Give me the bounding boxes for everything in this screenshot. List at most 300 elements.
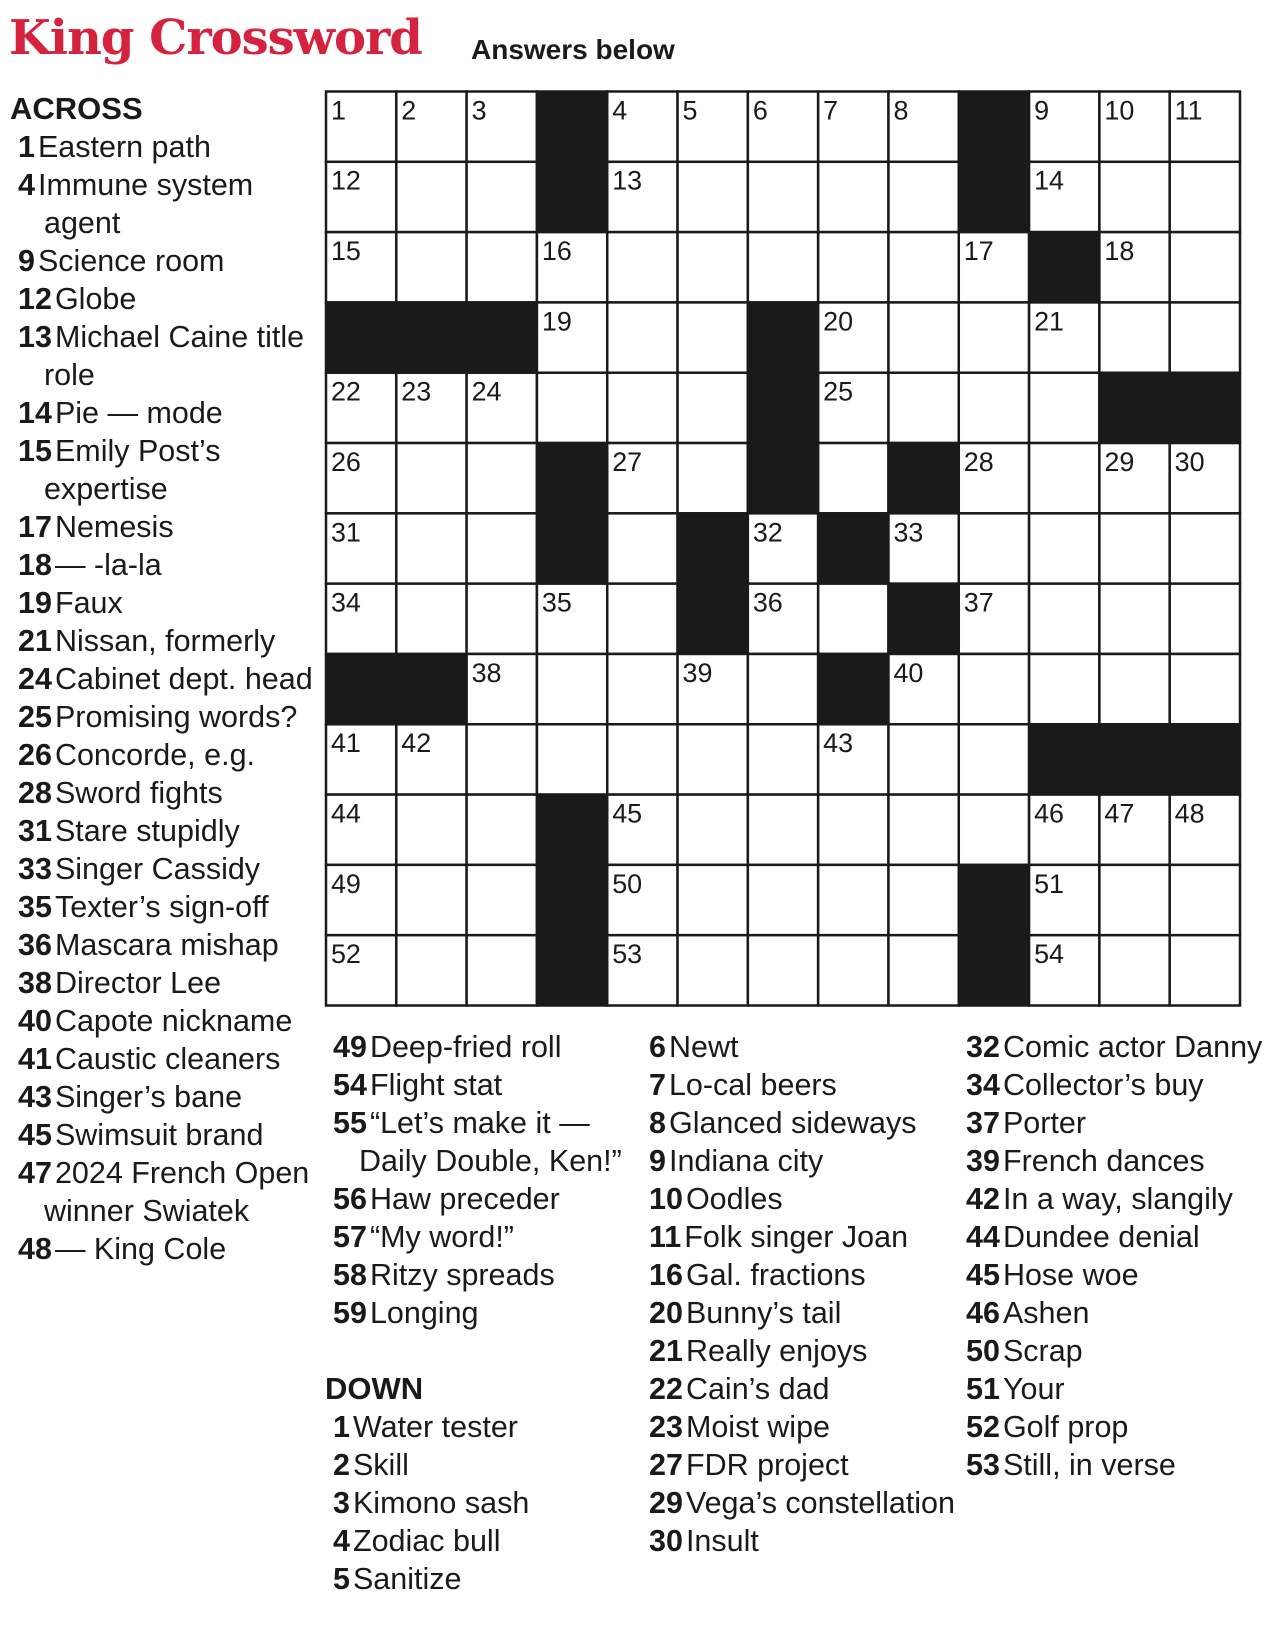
- clue-text: Mascara mishap: [54, 928, 279, 962]
- clue-number: 11: [649, 1220, 682, 1254]
- clue-item: [333, 1218, 633, 1256]
- clue-text: Golf prop: [1002, 1410, 1129, 1444]
- clue-text: Moist wipe: [685, 1410, 831, 1444]
- clue-text: “Let’s make it — Daily Double, Ken!”: [359, 1106, 622, 1178]
- black-square: [818, 513, 888, 583]
- clue-text: Bunny’s tail: [685, 1296, 842, 1330]
- clue-text: Capote nickname: [54, 1004, 293, 1038]
- crossword-grid: [324, 90, 1242, 1007]
- black-square: [818, 654, 888, 724]
- grid-cell[interactable]: [607, 513, 677, 583]
- clue-text: Insult: [685, 1524, 759, 1558]
- black-square: [537, 162, 607, 232]
- grid-cell[interactable]: [607, 584, 677, 654]
- clue-text: FDR project: [685, 1448, 849, 1482]
- cell-number: 7: [823, 95, 839, 126]
- clue-number: 37: [966, 1106, 1000, 1140]
- cell-number: 2: [401, 95, 417, 126]
- grid-cell[interactable]: [607, 724, 677, 794]
- clue-text: Faux: [54, 586, 123, 620]
- grid-cell[interactable]: [1029, 513, 1099, 583]
- clue-text: “My word!”: [369, 1220, 514, 1254]
- grid-cell[interactable]: [1029, 443, 1099, 513]
- clue-item: [649, 1484, 964, 1522]
- clue-text: Really enjoys: [685, 1334, 868, 1368]
- grid-cell[interactable]: [1170, 584, 1240, 654]
- cell-number: 12: [330, 165, 361, 196]
- cell-number: 23: [401, 376, 432, 407]
- clue-text: Globe: [54, 282, 137, 316]
- clue-number: 41: [18, 1042, 52, 1076]
- black-square: [537, 935, 607, 1005]
- grid-cell[interactable]: [678, 724, 748, 794]
- clue-text: Skill: [352, 1448, 409, 1482]
- clue-text: Deep-fried roll: [369, 1030, 562, 1064]
- clue-number: 38: [18, 966, 52, 1000]
- grid-cell[interactable]: [1029, 584, 1099, 654]
- clue-number: 45: [18, 1118, 52, 1152]
- black-square: [888, 443, 958, 513]
- clue-number: 12: [18, 282, 52, 316]
- across-heading: ACROSS: [10, 91, 143, 126]
- grid-cell[interactable]: [678, 162, 748, 232]
- cell-number: 28: [963, 446, 994, 477]
- clue-number: 13: [18, 320, 52, 354]
- clue-text: Zodiac bull: [352, 1524, 501, 1558]
- clue-item: [966, 1218, 1266, 1256]
- cell-number: 19: [541, 306, 572, 337]
- grid-cell[interactable]: [607, 302, 677, 372]
- clue-text: — King Cole: [54, 1232, 227, 1266]
- clue-text: Director Lee: [54, 966, 222, 1000]
- cell-number: 18: [1104, 236, 1135, 267]
- cell-number: 43: [823, 728, 854, 759]
- grid-cell[interactable]: [1170, 302, 1240, 372]
- grid-cell[interactable]: [888, 162, 958, 232]
- clue-item: [18, 736, 318, 774]
- clue-text: Nemesis: [54, 510, 174, 544]
- clue-number: 1: [18, 130, 35, 164]
- black-square: [537, 513, 607, 583]
- clue-item: [18, 774, 318, 812]
- grid-cell[interactable]: [1099, 865, 1169, 935]
- black-square: [326, 654, 396, 724]
- clue-item: [966, 1104, 1266, 1142]
- clue-item: [18, 166, 318, 242]
- grid-cell[interactable]: [396, 865, 466, 935]
- cell-number: 47: [1104, 798, 1135, 829]
- clue-number: 19: [18, 586, 52, 620]
- clue-number: 58: [333, 1258, 367, 1292]
- grid-cell[interactable]: [888, 935, 958, 1005]
- clue-item: [18, 1040, 318, 1078]
- grid-cell[interactable]: [818, 232, 888, 302]
- clue-item: [649, 1294, 964, 1332]
- clue-text: Texter’s sign-off: [54, 890, 269, 924]
- cell-number: 13: [612, 165, 643, 196]
- cell-number: 21: [1034, 306, 1065, 337]
- clue-item: [18, 698, 318, 736]
- grid-cell[interactable]: [396, 513, 466, 583]
- black-square: [467, 302, 537, 372]
- clue-text: Porter: [1002, 1106, 1086, 1140]
- clue-text: Newt: [668, 1030, 739, 1064]
- clue-number: 34: [966, 1068, 1000, 1102]
- black-square: [1170, 373, 1240, 443]
- grid-cell[interactable]: [888, 302, 958, 372]
- clue-number: 45: [966, 1258, 1000, 1292]
- grid-cell[interactable]: [748, 654, 818, 724]
- grid-cell[interactable]: [959, 373, 1029, 443]
- clue-item: [649, 1408, 964, 1446]
- clue-number: 17: [18, 510, 52, 544]
- grid-cell[interactable]: [678, 865, 748, 935]
- grid-cell[interactable]: [1170, 162, 1240, 232]
- clue-number: 9: [649, 1144, 666, 1178]
- cell-number: 50: [612, 868, 643, 899]
- clue-number: 31: [18, 814, 52, 848]
- grid-cell[interactable]: [818, 795, 888, 865]
- clue-item: [966, 1446, 1266, 1484]
- grid-cell[interactable]: [607, 373, 677, 443]
- black-square: [1099, 724, 1169, 794]
- clue-number: 30: [649, 1524, 683, 1558]
- clue-text: Glanced sideways: [668, 1106, 917, 1140]
- clue-text: Longing: [369, 1296, 479, 1330]
- clue-item: [966, 1256, 1266, 1294]
- clue-number: 7: [649, 1068, 666, 1102]
- grid-cell[interactable]: [678, 373, 748, 443]
- grid-cell[interactable]: [467, 443, 537, 513]
- grid-cell[interactable]: [467, 513, 537, 583]
- clue-number: 27: [649, 1448, 683, 1482]
- cell-number: 4: [612, 95, 628, 126]
- clue-number: 32: [966, 1030, 1000, 1064]
- grid-cell[interactable]: [1099, 654, 1169, 724]
- clue-number: 35: [18, 890, 52, 924]
- clue-number: 1: [333, 1410, 350, 1444]
- clue-item: [333, 1446, 633, 1484]
- grid-cell[interactable]: [1170, 654, 1240, 724]
- cell-number: 17: [963, 236, 994, 267]
- clue-item: [333, 1180, 633, 1218]
- clue-item: [333, 1522, 633, 1560]
- clue-number: 14: [18, 396, 52, 430]
- grid-cell[interactable]: [467, 232, 537, 302]
- grid-cell[interactable]: [1029, 654, 1099, 724]
- grid-cell[interactable]: [748, 935, 818, 1005]
- grid-cell[interactable]: [467, 935, 537, 1005]
- grid-cell[interactable]: [396, 935, 466, 1005]
- black-square: [678, 584, 748, 654]
- clue-item: [333, 1484, 633, 1522]
- down-heading: DOWN: [325, 1371, 424, 1406]
- down-clue-list-3: [966, 1028, 1266, 1484]
- clue-number: 22: [649, 1372, 683, 1406]
- grid-cell[interactable]: [748, 795, 818, 865]
- grid-cell[interactable]: [607, 232, 677, 302]
- cell-number: 25: [823, 376, 854, 407]
- cell-number: 49: [330, 868, 361, 899]
- grid-cell[interactable]: [748, 232, 818, 302]
- grid-cell[interactable]: [1170, 513, 1240, 583]
- cell-number: 22: [330, 376, 361, 407]
- clue-text: Ashen: [1002, 1296, 1090, 1330]
- black-square: [748, 443, 818, 513]
- grid-cell[interactable]: [678, 443, 748, 513]
- grid-cell[interactable]: [396, 443, 466, 513]
- clue-number: 15: [18, 434, 52, 468]
- clue-number: 44: [966, 1220, 1000, 1254]
- grid-cell[interactable]: [1099, 162, 1169, 232]
- clue-text: — -la-la: [54, 548, 162, 582]
- cell-number: 20: [823, 306, 854, 337]
- black-square: [326, 302, 396, 372]
- black-square: [748, 373, 818, 443]
- grid-cell[interactable]: [888, 724, 958, 794]
- grid-cell[interactable]: [467, 795, 537, 865]
- cell-number: 29: [1104, 446, 1135, 477]
- grid-cell[interactable]: [396, 795, 466, 865]
- clue-number: 53: [966, 1448, 1000, 1482]
- clue-number: 40: [18, 1004, 52, 1038]
- clue-text: Science room: [37, 244, 225, 278]
- grid-cell[interactable]: [888, 373, 958, 443]
- clue-text: Singer’s bane: [54, 1080, 243, 1114]
- clue-item: [333, 1028, 633, 1066]
- clue-item: [966, 1408, 1266, 1446]
- clue-number: 21: [18, 624, 52, 658]
- across-continued-column: [325, 1028, 633, 1598]
- clue-item: [18, 964, 318, 1002]
- grid-cell[interactable]: [396, 162, 466, 232]
- clue-text: Scrap: [1002, 1334, 1083, 1368]
- clue-number: 28: [18, 776, 52, 810]
- black-square: [678, 513, 748, 583]
- black-square: [537, 795, 607, 865]
- clue-item: [649, 1370, 964, 1408]
- clue-item: [966, 1294, 1266, 1332]
- clue-number: 57: [333, 1220, 367, 1254]
- clue-item: [649, 1142, 964, 1180]
- clue-text: Eastern path: [37, 130, 211, 164]
- clue-item: [18, 546, 318, 584]
- cell-number: 46: [1034, 798, 1065, 829]
- clue-text: Sword fights: [54, 776, 223, 810]
- cell-number: 36: [752, 587, 783, 618]
- black-square: [959, 162, 1029, 232]
- clue-item: [18, 812, 318, 850]
- clue-number: 55: [333, 1106, 367, 1140]
- grid-cell[interactable]: [818, 584, 888, 654]
- grid-cell[interactable]: [818, 443, 888, 513]
- grid-cell[interactable]: [396, 584, 466, 654]
- grid-cell[interactable]: [959, 724, 1029, 794]
- grid-cell[interactable]: [1099, 302, 1169, 372]
- grid-cell[interactable]: [959, 795, 1029, 865]
- clue-number: 39: [966, 1144, 1000, 1178]
- clue-item: [18, 508, 318, 546]
- clue-number: 29: [649, 1486, 683, 1520]
- cell-number: 27: [612, 446, 643, 477]
- grid-cell[interactable]: [888, 865, 958, 935]
- grid-cell[interactable]: [678, 302, 748, 372]
- clue-item: [649, 1332, 964, 1370]
- clue-item: [333, 1408, 633, 1446]
- grid-cell[interactable]: [537, 654, 607, 724]
- clue-number: 20: [649, 1296, 683, 1330]
- grid-cell[interactable]: [678, 232, 748, 302]
- cell-number: 39: [682, 657, 713, 688]
- clue-item: [18, 242, 318, 280]
- clue-item: [966, 1332, 1266, 1370]
- cell-number: 40: [893, 657, 924, 688]
- clue-number: 10: [649, 1182, 683, 1216]
- black-square: [1029, 232, 1099, 302]
- clue-text: Indiana city: [668, 1144, 824, 1178]
- cell-number: 32: [752, 517, 783, 548]
- clue-text: Lo-cal beers: [668, 1068, 837, 1102]
- grid-cell[interactable]: [1099, 513, 1169, 583]
- cell-number: 16: [541, 236, 572, 267]
- grid-cell[interactable]: [959, 302, 1029, 372]
- grid-cell[interactable]: [748, 865, 818, 935]
- clue-text: Swimsuit brand: [54, 1118, 264, 1152]
- clue-item: [18, 850, 318, 888]
- clue-number: 26: [18, 738, 52, 772]
- clue-text: Michael Caine title role: [44, 320, 305, 392]
- cell-number: 38: [471, 657, 502, 688]
- down-clues-column-3: [966, 1028, 1266, 1484]
- grid-cell[interactable]: [1099, 935, 1169, 1005]
- cell-number: 14: [1034, 165, 1065, 196]
- grid-cell[interactable]: [607, 654, 677, 724]
- black-square: [888, 584, 958, 654]
- clue-text: Stare stupidly: [54, 814, 240, 848]
- answers-note: Answers below: [471, 34, 675, 65]
- clue-item: [18, 660, 318, 698]
- black-square: [748, 302, 818, 372]
- cell-number: 41: [330, 728, 361, 759]
- cell-number: 8: [893, 95, 909, 126]
- black-square: [1170, 724, 1240, 794]
- clue-text: Cabinet dept. head: [54, 662, 313, 696]
- clue-number: 46: [966, 1296, 1000, 1330]
- clue-text: Dundee denial: [1002, 1220, 1200, 1254]
- grid-cell[interactable]: [1099, 584, 1169, 654]
- clue-text: Kimono sash: [352, 1486, 530, 1520]
- grid-cell[interactable]: [1170, 232, 1240, 302]
- across-continued-list: [333, 1028, 633, 1332]
- black-square: [396, 654, 466, 724]
- black-square: [537, 91, 607, 161]
- clue-text: Vega’s constellation: [685, 1486, 955, 1520]
- grid-cell[interactable]: [1029, 373, 1099, 443]
- clue-text: 2024 French Open winner Swiatek: [44, 1156, 310, 1228]
- grid-cell[interactable]: [888, 232, 958, 302]
- clue-number: 6: [649, 1030, 666, 1064]
- grid-cell[interactable]: [818, 865, 888, 935]
- clue-number: 48: [18, 1232, 52, 1266]
- clue-item: [966, 1142, 1266, 1180]
- grid-cell[interactable]: [396, 232, 466, 302]
- clue-item: [18, 888, 318, 926]
- grid-cell[interactable]: [748, 162, 818, 232]
- grid-cell[interactable]: [678, 795, 748, 865]
- clue-item: [18, 1116, 318, 1154]
- cell-number: 5: [682, 95, 698, 126]
- black-square: [959, 865, 1029, 935]
- cell-number: 30: [1174, 446, 1205, 477]
- clue-text: Still, in verse: [1002, 1448, 1176, 1482]
- grid-cell[interactable]: [467, 162, 537, 232]
- grid-cell[interactable]: [467, 724, 537, 794]
- clue-number: 24: [18, 662, 52, 696]
- cell-number: 54: [1034, 939, 1065, 970]
- grid-cell[interactable]: [1170, 935, 1240, 1005]
- clue-item: [649, 1256, 964, 1294]
- clue-item: [966, 1066, 1266, 1104]
- clue-item: [18, 318, 318, 394]
- clue-number: 33: [18, 852, 52, 886]
- clue-number: 43: [18, 1080, 52, 1114]
- cell-number: 33: [893, 517, 924, 548]
- cell-number: 52: [330, 939, 361, 970]
- clue-item: [333, 1256, 633, 1294]
- clue-item: [649, 1522, 964, 1560]
- clue-number: 42: [966, 1182, 1000, 1216]
- clue-number: 36: [18, 928, 52, 962]
- grid-cell[interactable]: [467, 865, 537, 935]
- clue-text: Collector’s buy: [1002, 1068, 1204, 1102]
- grid-cell[interactable]: [537, 373, 607, 443]
- cell-number: 37: [963, 587, 994, 618]
- clue-item: [18, 1002, 318, 1040]
- clue-item: [966, 1370, 1266, 1408]
- grid-cell[interactable]: [537, 724, 607, 794]
- grid-cell[interactable]: [959, 513, 1029, 583]
- grid-cell[interactable]: [1170, 865, 1240, 935]
- clue-item: [649, 1218, 964, 1256]
- clue-text: Singer Cassidy: [54, 852, 261, 886]
- down-clue-list-2: [649, 1028, 964, 1560]
- grid-cell[interactable]: [467, 584, 537, 654]
- grid-cell[interactable]: [678, 935, 748, 1005]
- grid-cell[interactable]: [888, 795, 958, 865]
- cell-number: 15: [330, 236, 361, 267]
- clue-item: [649, 1180, 964, 1218]
- clue-item: [649, 1104, 964, 1142]
- grid-cell[interactable]: [818, 162, 888, 232]
- clue-item: [333, 1294, 633, 1332]
- clue-item: [649, 1446, 964, 1484]
- clue-text: Sanitize: [352, 1562, 462, 1596]
- cell-number: 44: [330, 798, 361, 829]
- clue-text: Flight stat: [369, 1068, 503, 1102]
- clue-item: [18, 1154, 318, 1230]
- grid-cell[interactable]: [818, 935, 888, 1005]
- grid-cell[interactable]: [959, 654, 1029, 724]
- clue-item: [333, 1104, 633, 1180]
- clue-text: In a way, slangily: [1002, 1182, 1233, 1216]
- black-square: [537, 443, 607, 513]
- grid-cell[interactable]: [748, 724, 818, 794]
- clue-number: 16: [649, 1258, 683, 1292]
- clue-number: 9: [18, 244, 35, 278]
- clue-number: 54: [333, 1068, 367, 1102]
- clue-text: Emily Post’s expertise: [44, 434, 221, 506]
- cell-number: 10: [1104, 95, 1135, 126]
